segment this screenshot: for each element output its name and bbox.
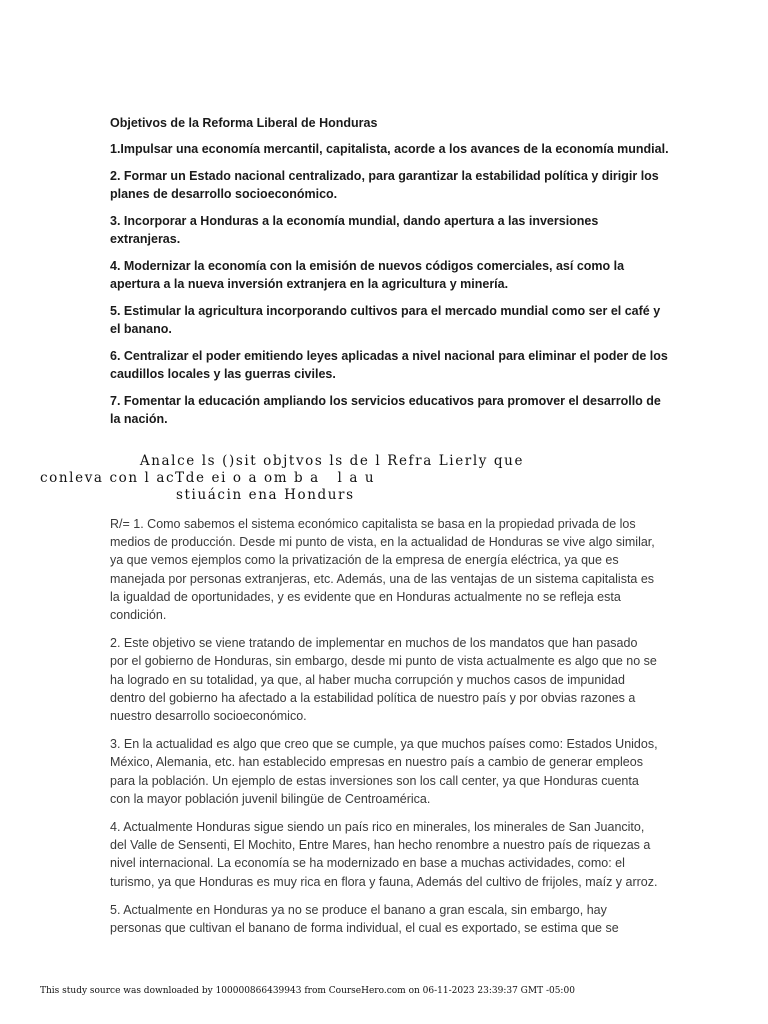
objective-item: 7. Fomentar la educación ampliando los servicios educativos para promover el desarrollo de la nación. — [110, 394, 661, 426]
answer-paragraph: 5. Actualmente en Honduras ya no se produce el banano a gran escala, sin embargo, hay personas que cultivan el banano de forma individual, el cual es exportado, se estima que se — [110, 902, 619, 936]
question-line: stiuácin ena Hondurs — [176, 487, 355, 503]
answers-section — [110, 515, 658, 937]
objective-item: 2. Formar un Estado nacional centralizado, para garantizar la estabilidad política y dirigir los planes de desarrollo socioeconómico. — [110, 169, 659, 201]
objective-item: 4. Modernizar la economía con la emisión de nuevos códigos comerciales, así como la apertura a la nueva inversión extranjera en la agricultura y minería. — [110, 259, 625, 291]
answer-paragraph: 4. Actualmente Honduras sigue siendo un país rico en minerales, los minerales de San Juancito, del Valle de Sensenti, El Mochito, Entre Mares, han hecho renombre a nuestro país de riquezas a nivel internacional. La economía se ha modernizado en base a muchas actividades, como: el turismo, ya que Honduras es muy rica en flora y fauna, Además del cultivo de frijoles, maíz y arroz. — [110, 820, 658, 889]
download-footer: This study source was downloaded by 100000866439943 from CourseHero.com on 06-11-2023 23:39:37 GMT -05:00 — [40, 986, 575, 996]
document-title: Objetivos de la Reforma Liberal de Honduras — [110, 116, 378, 130]
objective-item: 3. Incorporar a Honduras a la economía mundial, dando apertura a las inversiones extranjeras. — [110, 214, 599, 246]
question-heading — [40, 453, 740, 504]
question-line: Analce ls ()sit objtvos ls de l Refra Lierly que — [134, 453, 525, 469]
answer-paragraph: 2. Este objetivo se viene tratando de implementar en muchos de los mandatos que han pasado por el gobierno de Honduras, sin embargo, desde mi punto de vista actualmente es algo que no se ha logrado en su totalidad, ya que, al haber mucha corrupción y muchos casos de impunidad dentro del gobierno ha afectado a la estabilidad política de nuestro país y por obvias razones a nuestro desarrollo socioeconómico. — [110, 636, 657, 724]
objective-item: 5. Estimular la agricultura incorporando cultivos para el mercado mundial como ser el café y el banano. — [110, 304, 661, 336]
answer-paragraph: R/= 1. Como sabemos el sistema económico capitalista se basa en la propiedad privada de los medios de producción. Desde mi punto de vista, en la actualidad de Honduras se vive algo similar, ya que vemos ejemplos como la privatización de la empresa de energía eléctrica, ya que es manejada por personas extranjeras, etc. Además, una de las ventajas de un sistema capitalista es la igualdad de oportunidades, y es evidente que en Honduras actualmente no se refleja esta condición. — [110, 517, 655, 623]
question-line: conleva con l acTde ei o a om b a l a u — [40, 470, 376, 486]
answer-paragraph: 3. En la actualidad es algo que creo que se cumple, ya que muchos países como: Estados Unidos, México, Alemania, etc. han establecido empresas en nuestro país a cambio de generar empleos para la población. Un ejemplo de estas inversiones son los call center, ya que Honduras cuenta con la mayor población juvenil bilingüe de Centroamérica. — [110, 737, 658, 806]
objectives-list — [110, 140, 670, 437]
objective-item: 6. Centralizar el poder emitiendo leyes aplicadas a nivel nacional para eliminar el poder de los caudillos locales y las guerras civiles. — [110, 349, 668, 381]
objective-item: 1.Impulsar una economía mercantil, capitalista, acorde a los avances de la economía mundial. — [110, 142, 669, 156]
